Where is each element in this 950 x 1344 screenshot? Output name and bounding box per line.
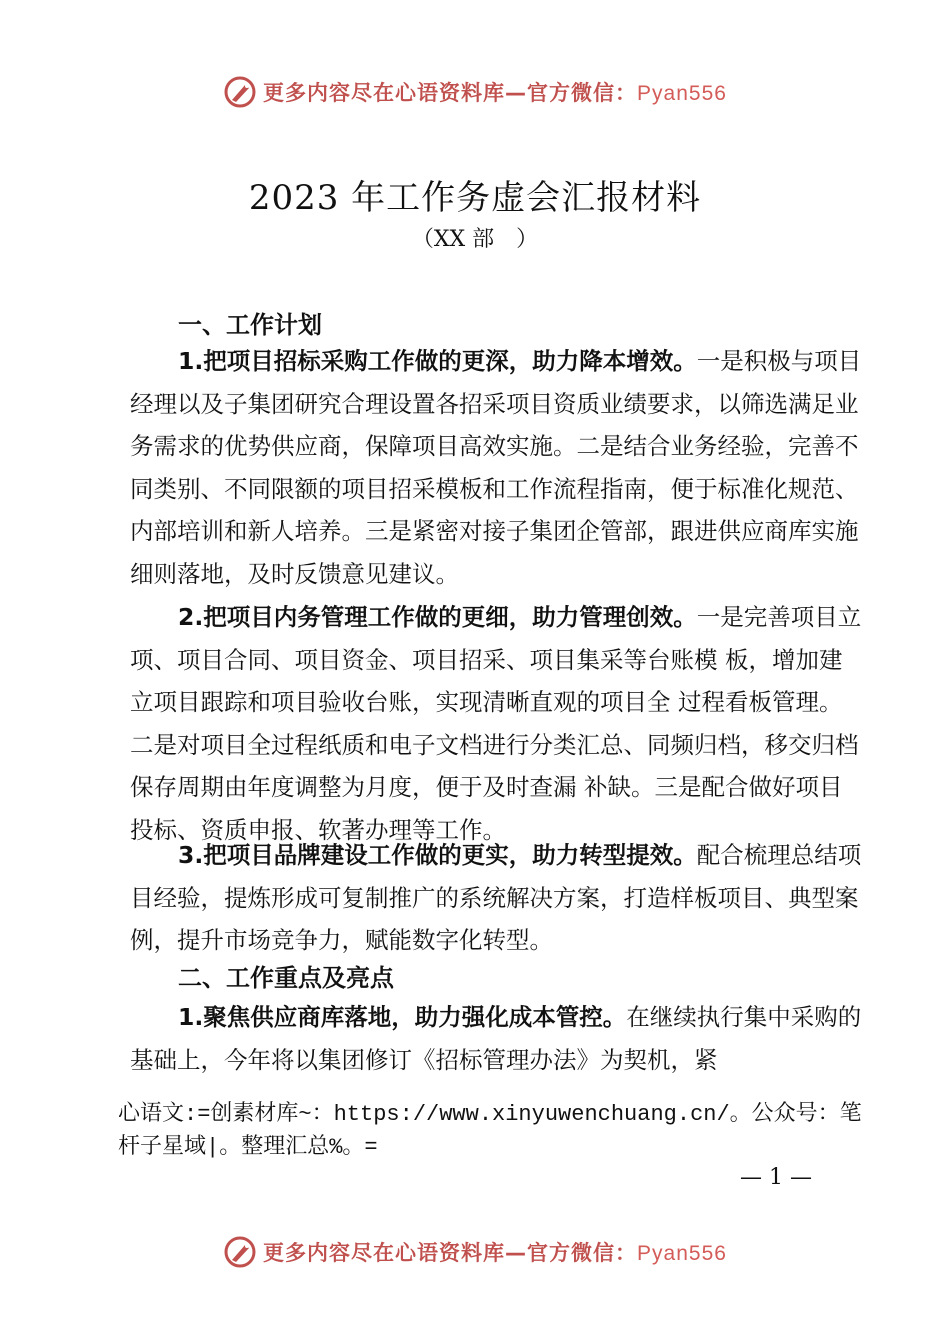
paragraph-body: 在继续执行集中采购的基础上，今年将以集团修订《招标管理办法》为契机，紧 [130, 1003, 862, 1074]
bottom-watermark-banner [0, 1232, 950, 1272]
paragraph-plan-3 [130, 834, 865, 962]
paragraph-body: 一是完善项目立项、项目合同、项目资金、项目招采、项目集采等台账模 板，增加建立项目跟踪和项目验收台账，实现清晰直观的项目全 过程看板管理。二是对项目全过程纸质和电子文档进行分类汇总、同频归档，移交归档保存周期由年度调整为月度，便于及时查漏 补缺。三是配合做好项目投标、资质申报、软著办理等工作。 [130, 603, 862, 844]
paragraph-lead: 3.把项目品牌建设工作做的更实，助力转型提效。 [178, 841, 697, 869]
page-number: — 1 — [740, 1165, 812, 1190]
paragraph-plan-1 [130, 340, 865, 596]
paragraph-body: 配合梳理总结项目经验，提炼形成可复制推广的系统解决方案，打造样板项目、典型案例，提升市场竞争力，赋能数字化转型。 [130, 841, 862, 955]
paragraph-lead: 1.把项目招标采购工作做的更深，助力降本增效。 [178, 347, 697, 375]
source-footnote: 心语文:=创素材库~：https://www.xinyuwenchuang.cn/。公众号：笔杆子星域|。整理汇总%。= [118, 1102, 862, 1160]
paragraph-body: 一是积极与项目经理以及子集团研究合理设置各招采项目资质业绩要求，以筛选满足业务需求的优势供应商，保障项目高效实施。二是结合业务经验，完善不同类别、不同限额的项目招采模板和工作流程指南，便于标准化规范、内部培训和新人培养。三是紧密对接子集团企管部，跟进供应商库实施细则落地，及时反馈意见建议。 [130, 347, 862, 588]
paragraph-lead: 2.把项目内务管理工作做的更细，助力管理创效。 [178, 603, 697, 631]
top-watermark-banner [0, 72, 950, 112]
paragraph-lead: 1.聚焦供应商库落地，助力强化成本管控。 [178, 1003, 627, 1031]
pen-logo-icon [223, 1235, 257, 1269]
banner-wechat-id: Pyan556 [637, 1242, 727, 1265]
pen-logo-icon [223, 75, 257, 109]
banner-text: 更多内容尽在心语资料库—官方微信：Pyan556 [263, 81, 727, 105]
paragraph-focus-1 [130, 996, 865, 1081]
banner-text: 更多内容尽在心语资料库—官方微信：Pyan556 [263, 1241, 727, 1265]
paragraph-plan-2 [130, 596, 865, 852]
section-heading-focus: 二、工作重点及亮点 [178, 964, 394, 992]
banner-wechat-id: Pyan556 [637, 82, 727, 105]
section-heading-plan: 一、工作计划 [178, 311, 322, 339]
document-subtitle: （XX 部 ） [411, 227, 539, 252]
document-title: 2023 年工作务虚会汇报材料 [248, 178, 702, 218]
